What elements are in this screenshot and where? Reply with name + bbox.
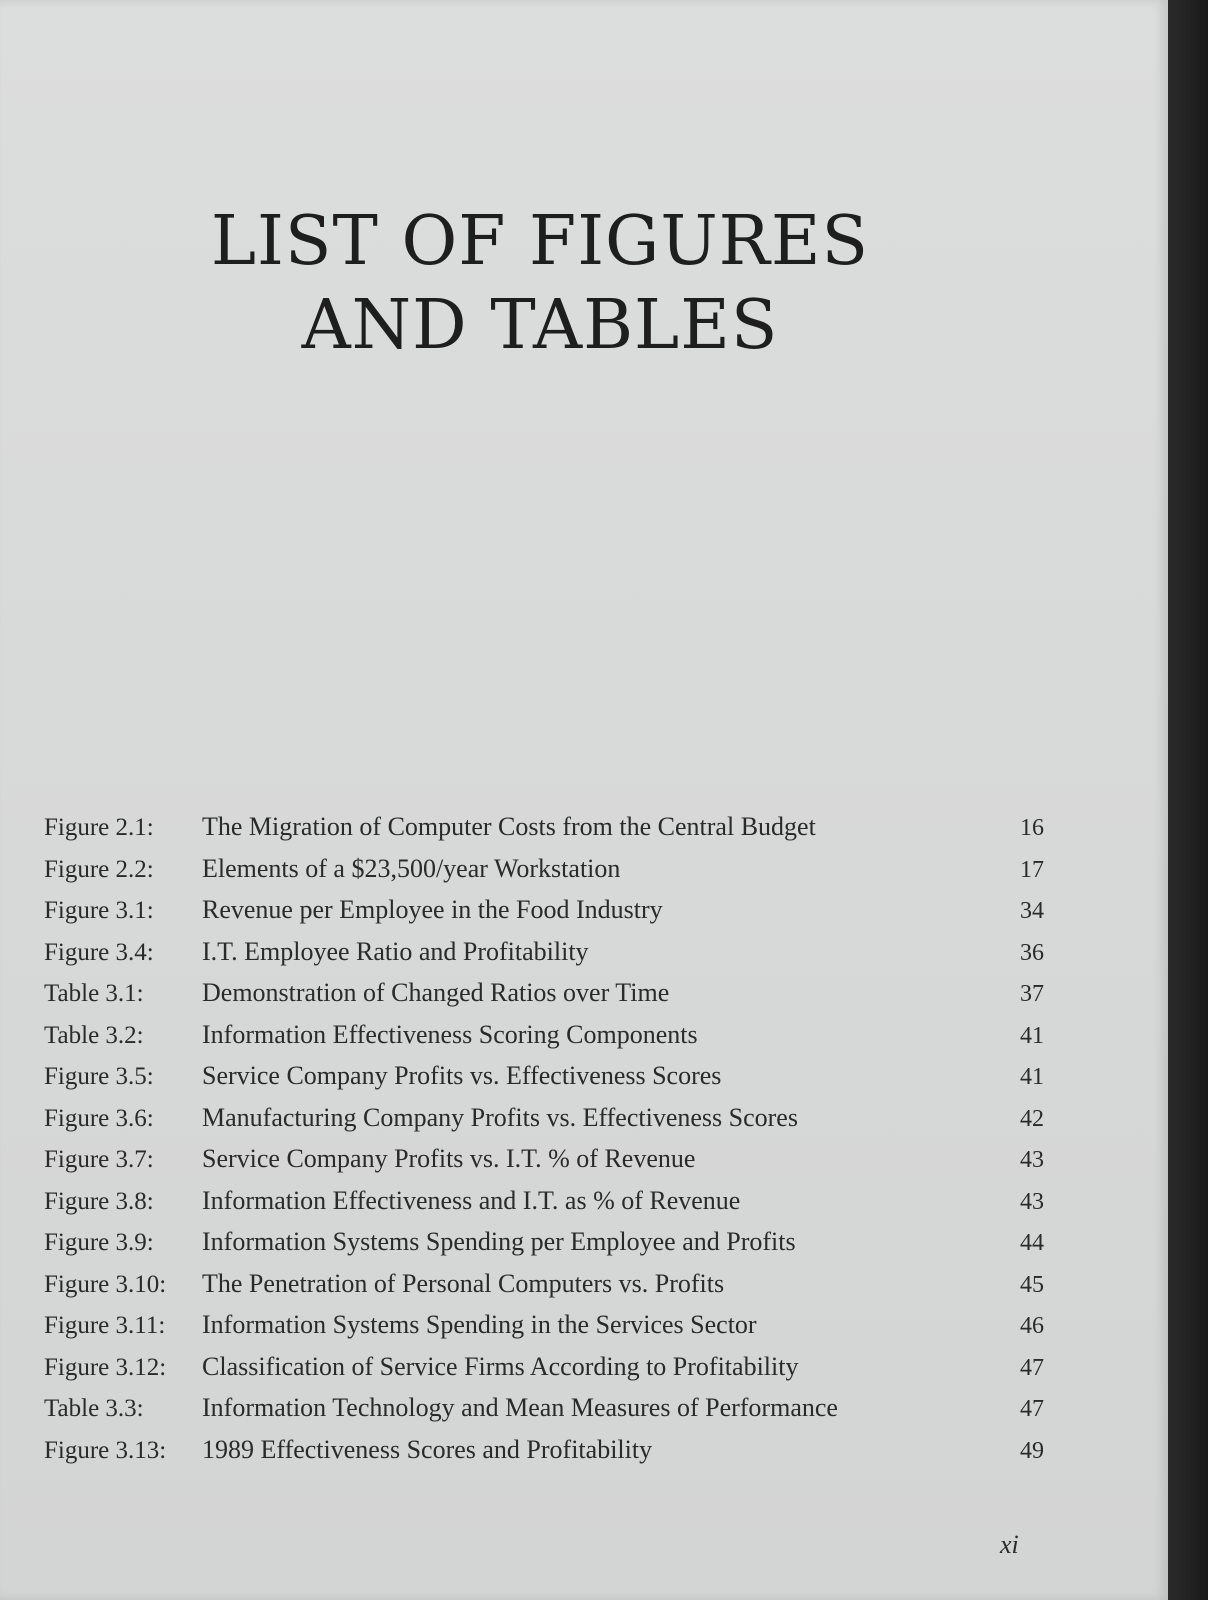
- entry-page-number: 36: [1020, 939, 1044, 966]
- title-line-1: LIST OF FIGURES: [210, 202, 870, 281]
- entry-page-number: 45: [1020, 1271, 1044, 1298]
- entry-caption: Service Company Profits vs. I.T. % of Revenue: [202, 1144, 696, 1173]
- entry-page-number: 46: [1020, 1313, 1044, 1339]
- entry-label: Figure 3.8:: [44, 1187, 154, 1215]
- entry-label: Figure 3.11:: [44, 1312, 166, 1339]
- entry-page-number: 17: [1020, 856, 1044, 883]
- entry-page-number: 16: [1020, 815, 1044, 841]
- figures-list: [44, 812, 1044, 1476]
- entry-label: Figure 2.2:: [44, 855, 154, 883]
- entry-page-number: 43: [1020, 1188, 1044, 1215]
- entry-caption: Demonstration of Changed Ratios over Time: [202, 978, 670, 1007]
- page-title: [0, 200, 1080, 368]
- list-item: [44, 854, 1044, 896]
- entry-caption: Information Effectiveness and I.T. as % of Revenue: [202, 1185, 741, 1215]
- list-item: [44, 895, 1044, 937]
- background-edge: [1168, 0, 1208, 1600]
- entry-label: Table 3.2:: [44, 1021, 144, 1049]
- entry-label: Figure 3.9:: [44, 1229, 154, 1256]
- entry-page-number: 49: [1020, 1437, 1044, 1464]
- entry-caption: Manufacturing Company Profits vs. Effectiveness Scores: [202, 1102, 798, 1132]
- list-item: [44, 937, 1044, 979]
- list-item: [44, 1393, 1044, 1435]
- entry-label: Figure 3.6:: [44, 1104, 154, 1132]
- entry-label: Figure 3.4:: [44, 938, 154, 966]
- entry-caption: Classification of Service Firms According to Profitability: [202, 1351, 799, 1381]
- entry-label: Figure 3.5:: [44, 1063, 154, 1090]
- entry-page-number: 34: [1020, 898, 1044, 924]
- entry-page-number: 47: [1020, 1354, 1044, 1381]
- entry-page-number: 37: [1020, 981, 1044, 1007]
- entry-caption: Information Technology and Mean Measures of Performance: [202, 1393, 838, 1422]
- entry-caption: Information Systems Spending in the Services Sector: [202, 1310, 757, 1339]
- folio-page-number: xi: [1000, 1530, 1019, 1559]
- list-item: [44, 1103, 1044, 1145]
- entry-label: Figure 3.13:: [44, 1436, 167, 1464]
- entry-label: Figure 3.1:: [44, 897, 154, 924]
- entry-caption: Information Systems Spending per Employee and Profits: [202, 1227, 796, 1256]
- entry-page-number: 47: [1020, 1396, 1044, 1422]
- entry-caption: Service Company Profits vs. Effectiveness Scores: [202, 1061, 722, 1090]
- entry-page-number: 44: [1020, 1230, 1044, 1256]
- entry-caption: I.T. Employee Ratio and Profitability: [202, 936, 589, 966]
- title-line-2: AND TABLES: [301, 286, 779, 365]
- list-item: [44, 1186, 1044, 1228]
- entry-label: Table 3.3:: [44, 1395, 144, 1422]
- list-item: [44, 1061, 1044, 1103]
- entry-page-number: 41: [1020, 1064, 1044, 1090]
- entry-page-number: 41: [1020, 1022, 1044, 1049]
- list-item: [44, 812, 1044, 854]
- entry-page-number: 42: [1020, 1105, 1044, 1132]
- list-item: [44, 978, 1044, 1020]
- entry-label: Figure 3.10:: [44, 1270, 167, 1298]
- entry-label: Figure 3.12:: [44, 1353, 167, 1381]
- list-item: [44, 1310, 1044, 1352]
- list-item: [44, 1435, 1044, 1477]
- entry-caption: Information Effectiveness Scoring Components: [202, 1019, 698, 1049]
- entry-caption: The Migration of Computer Costs from the Central Budget: [202, 812, 816, 841]
- list-item: [44, 1352, 1044, 1394]
- list-item: [44, 1144, 1044, 1186]
- entry-caption: Elements of a $23,500/year Workstation: [202, 853, 621, 883]
- list-item: [44, 1227, 1044, 1269]
- list-item: [44, 1269, 1044, 1311]
- entry-label: Figure 2.1:: [44, 814, 154, 841]
- entry-page-number: 43: [1020, 1147, 1044, 1173]
- entry-label: Table 3.1:: [44, 980, 144, 1007]
- list-item: [44, 1020, 1044, 1062]
- entry-caption: 1989 Effectiveness Scores and Profitability: [202, 1434, 653, 1464]
- entry-label: Figure 3.7:: [44, 1146, 154, 1173]
- entry-caption: The Penetration of Personal Computers vs. Profits: [202, 1268, 725, 1298]
- entry-caption: Revenue per Employee in the Food Industry: [202, 895, 663, 924]
